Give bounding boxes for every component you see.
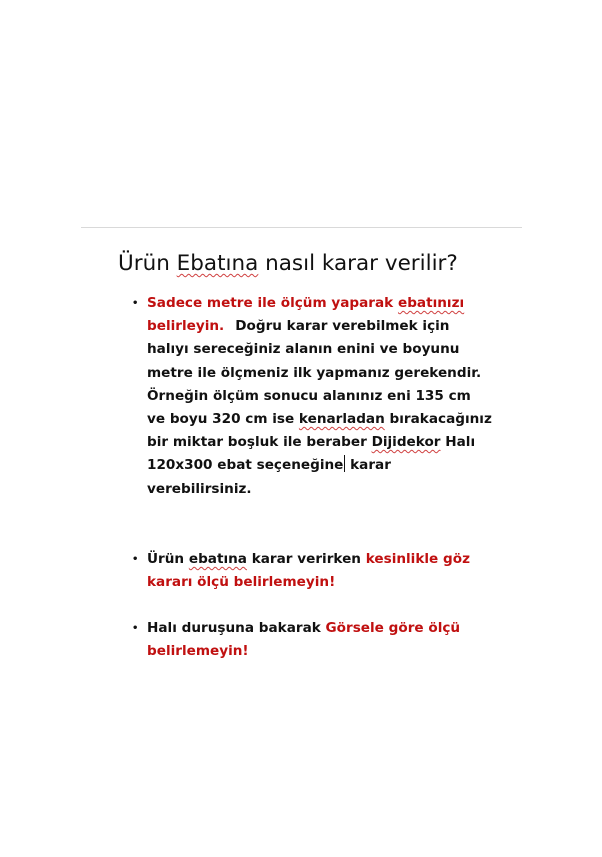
item-1-seg-2: belirleyin. — [147, 318, 225, 335]
document-heading — [118, 251, 458, 276]
list-item — [132, 548, 492, 594]
item-1-seg-5: bırakacağınız bir miktar boşluk ile beraber — [147, 411, 492, 451]
bullet-icon: • — [132, 298, 139, 309]
item-1-seg-4: kenarladan — [298, 411, 385, 428]
item-1-seg-3: Doğru karar verebilmek için halıyı sereceğiniz alanın enini ve boyunu metre ile ölçmeniz ilk yapmanız gerekendir. Örneğin ölçüm sonucu alanınız eni 135 cm ve boyu 320 cm ise — [147, 318, 482, 428]
item-3-seg-1: Görsele göre ölçü belirlemeyin! — [147, 620, 461, 660]
item-2-seg-2: karar verirken — [246, 550, 366, 567]
heading-part-3: nasıl karar verilir? — [258, 251, 458, 276]
item-3-seg-0: Halı duruşuna bakarak — [147, 620, 326, 637]
page-top-rule — [81, 227, 522, 228]
list-item — [132, 617, 492, 663]
item-2-seg-0: Ürün — [147, 550, 189, 567]
item-1-seg-8: karar verebilirsiniz. — [147, 457, 391, 497]
bullet-icon: • — [132, 623, 139, 635]
item-1-seg-1: ebatınızı — [397, 295, 465, 311]
item-1-seg-7: Halı 120x300 ebat seçeneğine — [147, 434, 476, 474]
item-2-seg-1: ebatına — [188, 550, 247, 567]
item-1-seg-6: Dijidekor — [371, 434, 441, 451]
list-item — [132, 292, 492, 501]
item-2-seg-3: kesinlikle göz kararı ölçü belirlemeyin! — [147, 550, 470, 591]
bullet-list — [132, 292, 492, 664]
heading-part-1: Ürün — [118, 251, 177, 276]
heading-part-2-spellcheck: Ebatına — [176, 251, 259, 276]
bullet-icon: • — [132, 553, 139, 565]
item-1-seg-0: Sadece metre ile ölçüm yaparak — [147, 295, 398, 311]
